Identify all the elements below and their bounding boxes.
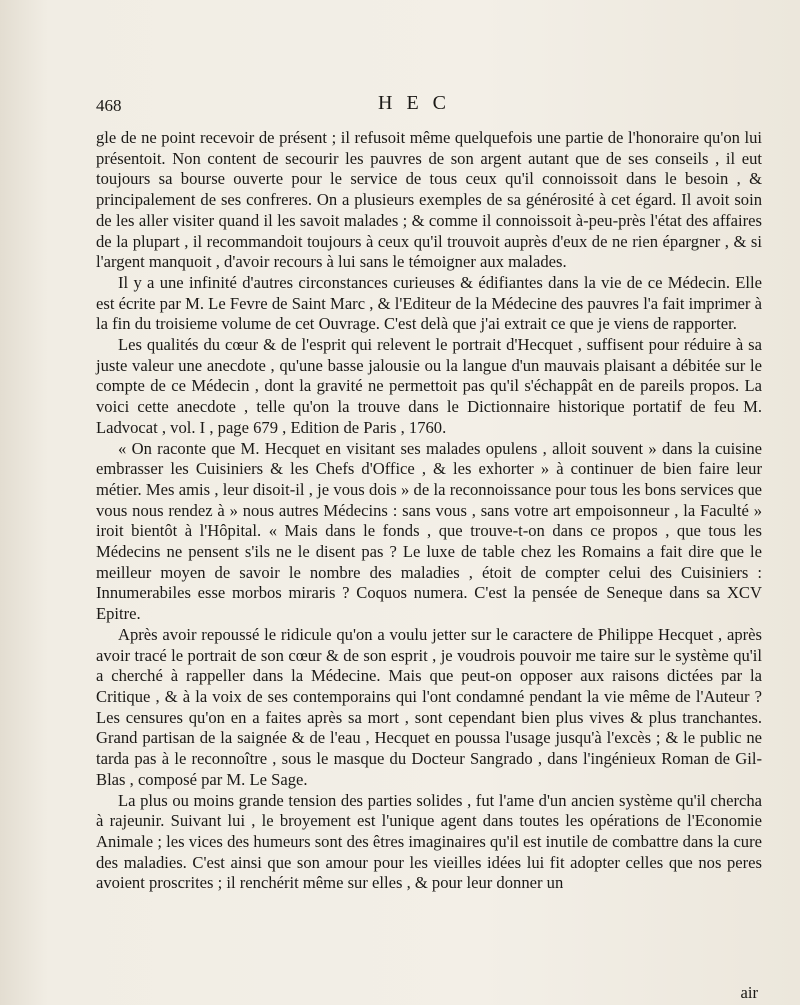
running-title: HEC <box>378 92 460 114</box>
body-text <box>96 128 762 894</box>
paragraph: La plus ou moins grande tension des parties solides , fut l'ame d'un ancien système qu'il chercha à rajeunir. Suivant lui , le broyement est l'unique agent dans toutes les opérations de l'Economie Animale ; les vices des humeurs sont des êtres imaginaires qu'il est inutile de combattre dans la cure des maladies. C'est ainsi que son amour pour les vieilles idées lui fit adopter celles que nos peres avoient proscrites ; il renchérit même sur elles , & pour leur donner un <box>96 790 762 893</box>
paragraph: Les qualités du cœur & de l'esprit qui relevent le portrait d'Hecquet , suffisent pour réduire à sa juste valeur une anecdote , qu'une basse jalousie ou la langue d'un mauvais plaisant a débitée sur le compte de ce Médecin , dont la gravité ne permettoit pas qu'il s'échappât en de pareils propos. La voici cette anecdote , telle qu'on la trouve dans le Dictionnaire historique portatif de feu M. Ladvocat , vol. I , page 679 , Edition de Paris , 1760. <box>96 335 762 437</box>
running-head <box>96 92 760 122</box>
paragraph: gle de ne point recevoir de présent ; il refusoit même quelquefois une partie de l'honoraire qu'on lui présentoit. Non content de secourir les pauvres de son argent autant que de ses conseils , il eut toujours sa bourse ouverte pour le service de tous ceux qu'il connoissoit dans le besoin , & principalement de ses confreres. On a plusieurs exemples de sa générosité à cet égard. Il avoit soin de les aller visiter quand il les savoit malades ; & comme il connoissoit à-peu-près l'état des affaires de la plupart , il recommandoit toujours à ceux qu'il trouvoit auprès d'eux de ne rien épargner , & si l'argent manquoit , d'avoir recours à lui sans le témoigner aux malades. <box>96 128 762 272</box>
page-number: 468 <box>96 96 122 115</box>
catchword: air <box>740 983 758 1002</box>
paragraph: Après avoir repoussé le ridicule qu'on a voulu jetter sur le caractere de Philippe Hecquet , après avoir tracé le portrait de son cœur & de son esprit , je voudrois pouvoir me taire sur le système qu'il a cherché à rappeller dans la Médecine. Mais que peut-on opposer aux raisons dictées par la Critique , & à la voix de ses contemporains qui l'ont condamné pendant la vie même de l'Auteur ? Les censures qu'on en a faites après sa mort , sont cependant bien plus vives & plus tranchantes. Grand partisan de la saignée & de l'eau , Hecquet en poussa l'usage jusqu'à l'excès ; & le public ne tarda pas à le reconnoître , sous le masque du Docteur Sangrado , dans l'ingénieux Roman de Gil-Blas , composé par M. Le Sage. <box>96 624 762 789</box>
paragraph: « On raconte que M. Hecquet en visitant ses malades opulens , alloit souvent » dans la cuisine embrasser les Cuisiniers & les Chefs d'Office , & les exhorter » à continuer de bien faire leur métier. Mes amis , leur disoit-il , je vous dois » de la reconnoissance pour tous les bons services que vous nous rendez à » nous autres Médecins : sans vous , sans votre art empoisonneur , la Faculté » iroit bientôt à l'Hôpital. « Mais dans le fonds , que trouve-t-on dans ce propos , que tous les Médecins ne pensent s'ils ne le disent pas ? Le luxe de table chez les Romains a fait dire que le meilleur moyen de savoir le nombre des maladies , étoit de compter celui des Cuisiniers : Innumerabiles esse morbos miraris ? Coquos numera. C'est la pensée de Seneque dans sa XCV Epitre. <box>96 438 762 624</box>
paragraph: Il y a une infinité d'autres circonstances curieuses & édifiantes dans la vie de ce Médecin. Elle est écrite par M. Le Fevre de Saint Marc , & l'Editeur de la Médecine des pauvres l'a fait imprimer à la fin du troisieme volume de cet Ouvrage. C'est delà que j'ai extrait ce que je viens de rapporter. <box>96 272 762 334</box>
